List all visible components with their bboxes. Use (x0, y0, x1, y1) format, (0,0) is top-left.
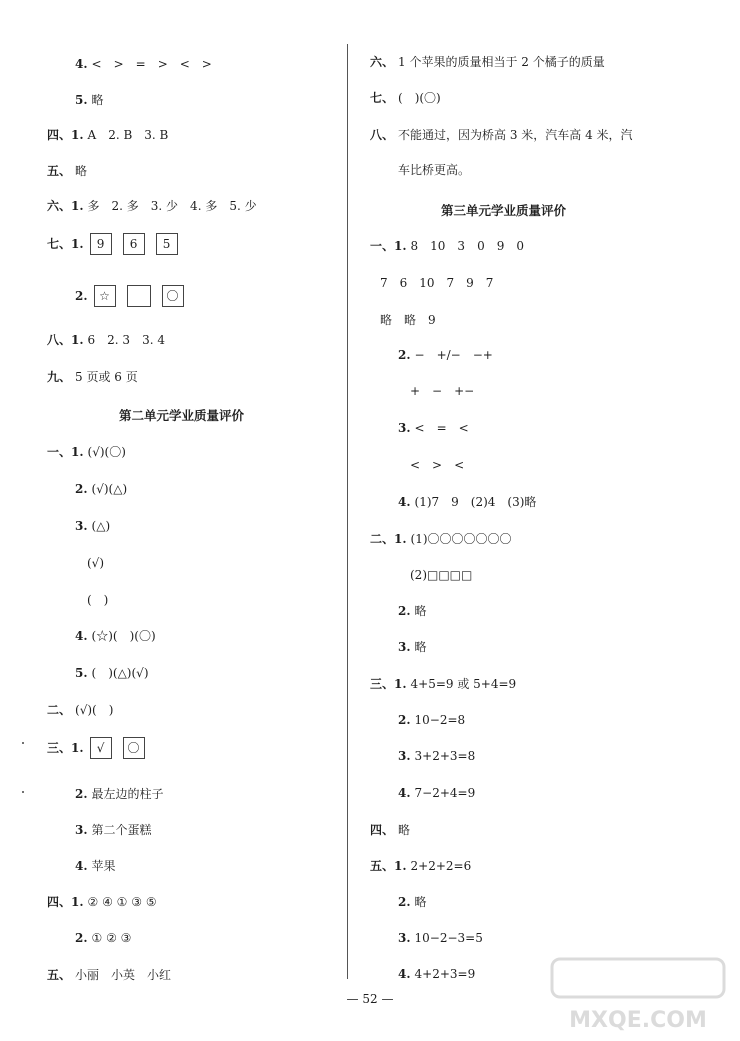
question-number: 八、 (370, 128, 395, 142)
speck (22, 791, 24, 793)
question-number: 四、1. (47, 895, 84, 909)
question-number: 九、 (47, 370, 72, 384)
question-number: 4. (398, 495, 411, 509)
answer-line (380, 312, 436, 328)
watermark-logo (548, 955, 728, 1035)
answer-text: 10−2=8 (414, 713, 466, 727)
question-number: 四、1. (47, 128, 84, 142)
answer-line (398, 639, 427, 655)
answer-text: 略 (414, 895, 427, 909)
question-number: 2. (398, 713, 411, 727)
answer-text: < > < (410, 458, 465, 472)
box-answer-row (47, 737, 156, 759)
answer-text: 略 (91, 93, 104, 107)
answer-line (87, 592, 108, 608)
section-heading: 第二单元学业质量评价 (119, 408, 245, 423)
question-number: 4. (398, 967, 411, 981)
answer-line (75, 786, 164, 802)
answer-text: 略 (414, 640, 427, 654)
answer-box: 〇 (123, 737, 145, 759)
question-number: 五、 (47, 968, 72, 982)
question-number: 五、 (47, 164, 72, 178)
answer-text: 7−2+4=9 (414, 786, 476, 800)
answer-line (75, 858, 116, 874)
answer-line (75, 518, 110, 534)
answer-text: 5 页或 6 页 (75, 370, 138, 384)
question-number: 六、1. (47, 199, 84, 213)
answer-line (370, 676, 516, 692)
answer-text: 2+2+2=6 (410, 859, 472, 873)
answer-text: ① ② ③ (91, 931, 132, 945)
question-number: 二、1. (370, 532, 407, 546)
answer-line (398, 494, 536, 510)
answer-line (398, 748, 475, 764)
question-number: 4. (75, 629, 88, 643)
question-number: 4. (398, 786, 411, 800)
answer-text: (√)(△) (91, 482, 128, 496)
answer-text: 7 6 10 7 9 7 (380, 276, 494, 290)
answer-line (75, 930, 131, 946)
question-number: 四、 (370, 823, 395, 837)
question-number: 六、 (370, 55, 395, 69)
answer-box: 9 (90, 233, 112, 255)
answer-line (75, 628, 156, 644)
answer-line (75, 92, 104, 108)
page-number: — 52 — (346, 992, 394, 1006)
answer-text: 小丽 小英 小红 (75, 968, 172, 982)
answer-text: 10−2−3=5 (414, 931, 483, 945)
answer-line (398, 162, 470, 178)
answer-text: 略 略 9 (380, 313, 436, 327)
answer-box: 5 (156, 233, 178, 255)
answer-text: 略 (414, 604, 427, 618)
answer-line (398, 785, 475, 801)
question-number: 3. (398, 749, 411, 763)
answer-box: 〇 (162, 285, 184, 307)
answer-text: 第二个蛋糕 (91, 823, 152, 837)
question-number: 5. (75, 93, 88, 107)
question-number: 3. (398, 421, 411, 435)
answer-text: ② ④ ① ③ ⑤ (87, 895, 157, 909)
section-heading: 第三单元学业质量评价 (441, 203, 567, 218)
answer-text: 苹果 (91, 859, 116, 873)
answer-line (398, 894, 427, 910)
answer-line (370, 238, 524, 254)
answer-text: 略 (398, 823, 411, 837)
question-number: 3. (75, 519, 88, 533)
answer-text: ( )(〇) (398, 91, 441, 105)
question-number: 2. (75, 289, 88, 303)
question-number: 七、1. (47, 237, 84, 251)
answer-line (47, 127, 168, 143)
watermark-text: MXQE.COM (569, 1008, 707, 1033)
answer-line (75, 481, 127, 497)
answer-line (75, 822, 152, 838)
question-number: 2. (398, 895, 411, 909)
answer-line (47, 332, 165, 348)
box-answer-row (75, 285, 195, 307)
answer-line (75, 665, 149, 681)
question-number: 2. (398, 604, 411, 618)
answer-line (47, 702, 113, 718)
question-number: 3. (75, 823, 88, 837)
column-divider (347, 44, 348, 979)
answer-text: 车比桥更高。 (398, 163, 471, 177)
answer-line (398, 420, 469, 436)
answer-text: (△) (91, 519, 111, 533)
question-number: 七、 (370, 91, 395, 105)
answer-line (47, 369, 138, 385)
question-number: 五、1. (370, 859, 407, 873)
answer-text: (☆)( )(〇) (91, 629, 156, 643)
answer-text: 多 2. 多 3. 少 4. 多 5. 少 (87, 199, 257, 213)
answer-text: (1)〇〇〇〇〇〇〇 (410, 532, 512, 546)
question-number: 2. (75, 482, 88, 496)
answer-line (370, 822, 410, 838)
answer-box: ☆ (94, 285, 116, 307)
question-number: 一、1. (370, 239, 407, 253)
answer-line (398, 930, 483, 946)
answer-text: A 2. B 3. B (87, 128, 169, 142)
answer-text: 最左边的柱子 (91, 787, 164, 801)
question-number: 三、1. (47, 741, 84, 755)
answer-box (127, 285, 151, 307)
answer-text: 1 个苹果的质量相当于 2 个橘子的质量 (398, 55, 605, 69)
answer-text: 略 (75, 164, 88, 178)
answer-line (47, 444, 126, 460)
answer-box: 6 (123, 233, 145, 255)
answer-text: + − +− (410, 384, 475, 398)
question-number: 2. (75, 931, 88, 945)
answer-line (410, 567, 472, 583)
answer-text: (√) (87, 556, 105, 570)
question-number: 2. (75, 787, 88, 801)
question-number: 5. (75, 666, 88, 680)
answer-line (410, 383, 474, 399)
question-number: 三、1. (370, 677, 407, 691)
answer-line (370, 858, 471, 874)
answer-line (75, 56, 212, 72)
question-number: 4. (75, 859, 88, 873)
answer-line (370, 54, 605, 70)
answer-text: (1)7 9 (2)4 (3)略 (414, 495, 537, 509)
question-number: 2. (398, 348, 411, 362)
answer-text: 3+2+3=8 (414, 749, 476, 763)
answer-text: < = < (414, 421, 469, 435)
answer-line (398, 712, 465, 728)
answer-text: 8 10 3 0 9 0 (410, 239, 524, 253)
answer-line (370, 531, 512, 547)
answer-text: 不能通过，因为桥高 3 米，汽车高 4 米，汽 (398, 128, 633, 142)
answer-text: ( ) (87, 593, 109, 607)
box-answer-row (47, 233, 189, 255)
answer-line (380, 275, 493, 291)
speck (22, 742, 24, 744)
answer-line (398, 347, 493, 363)
question-number: 一、1. (47, 445, 84, 459)
answer-line (47, 163, 87, 179)
answer-line (47, 198, 257, 214)
answer-line (47, 967, 171, 983)
answer-text: ( )(△)(√) (91, 666, 149, 680)
answer-line (370, 90, 441, 106)
question-number: 4. (75, 57, 88, 71)
question-number: 二、 (47, 703, 72, 717)
answer-line (398, 966, 475, 982)
answer-line (410, 457, 464, 473)
answer-text: 4+2+3=9 (414, 967, 476, 981)
answer-text: − +/− −+ (414, 348, 493, 362)
answer-text: < > = > < > (91, 57, 212, 71)
answer-text: 6 2. 3 3. 4 (87, 333, 165, 347)
answer-text: (2)□□□□ (410, 568, 473, 582)
answer-box: √ (90, 737, 112, 759)
answer-text: (√)( ) (75, 703, 114, 717)
question-number: 八、1. (47, 333, 84, 347)
question-number: 3. (398, 640, 411, 654)
answer-text: 4+5=9 或 5+4=9 (410, 677, 517, 691)
answer-line (87, 555, 104, 571)
answer-line (370, 127, 633, 143)
answer-line (398, 603, 427, 619)
answer-line (47, 894, 157, 910)
question-number: 3. (398, 931, 411, 945)
answer-text: (√)(〇) (87, 445, 126, 459)
